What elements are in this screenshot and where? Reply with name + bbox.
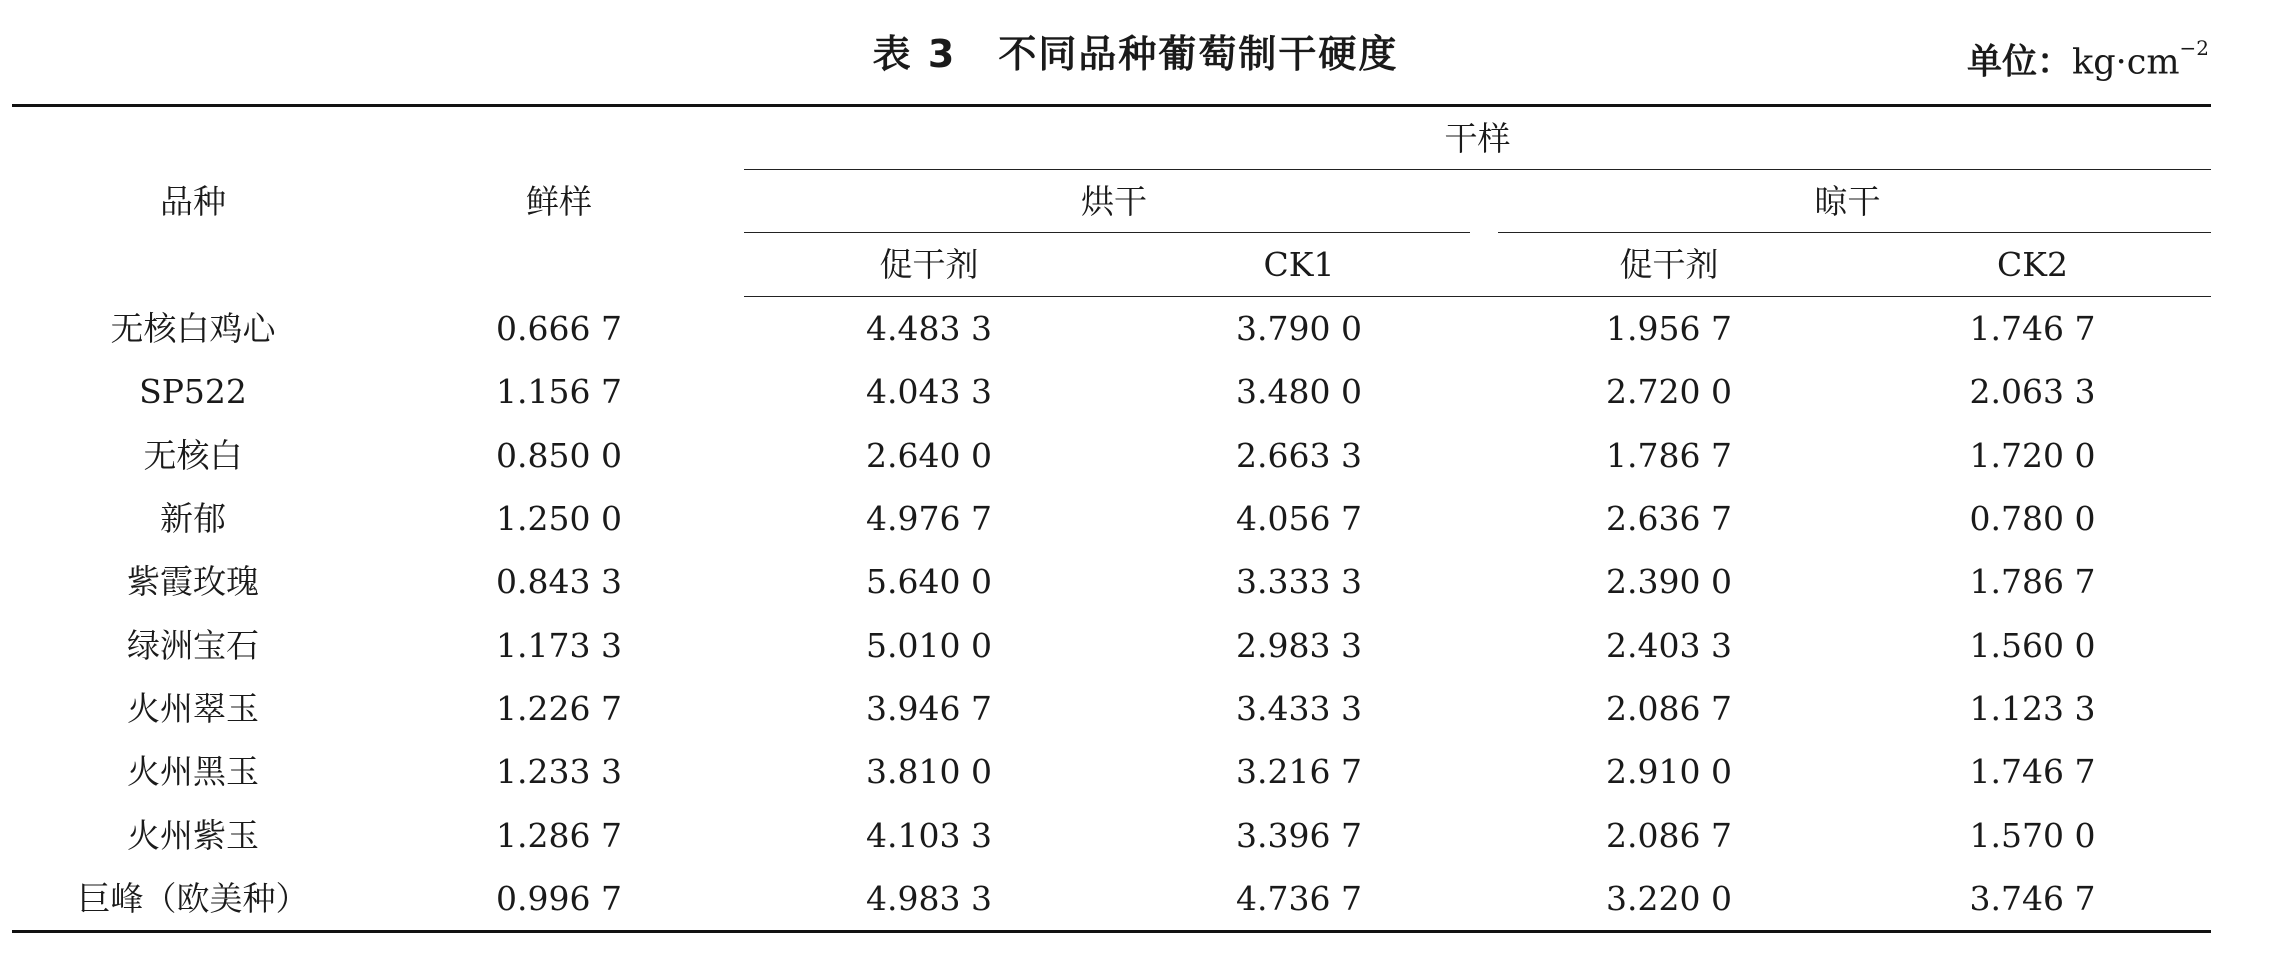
- oven-ck1-cell: 3.216 7: [1236, 752, 1362, 792]
- oven-promoter-cell: 3.946 7: [866, 688, 992, 728]
- air-ck2-cell: 1.746 7: [1969, 752, 2096, 792]
- air-promoter-cell: 2.086 7: [1606, 815, 1732, 855]
- table-row: [12, 360, 2211, 423]
- oven-ck1-cell: 3.790 0: [1236, 309, 1362, 349]
- oven-ck1-cell: 2.663 3: [1236, 435, 1362, 475]
- oven-promoter-cell: 3.810 0: [866, 752, 992, 792]
- air-ck2-cell: 1.720 0: [1969, 435, 2096, 475]
- fresh-cell: 1.156 7: [496, 372, 622, 412]
- variety-cell: 火州黑玉: [127, 752, 259, 792]
- header-air-promoter: 促干剂: [1484, 233, 1854, 297]
- header-oven-promoter: 促干剂: [744, 233, 1114, 297]
- table-body: [12, 297, 2211, 932]
- oven-promoter-cell: 4.103 3: [866, 815, 992, 855]
- air-promoter-cell: 2.086 7: [1606, 688, 1732, 728]
- oven-promoter-cell: 5.010 0: [866, 625, 992, 665]
- table-row: [12, 424, 2211, 487]
- air-ck2-cell: 3.746 7: [1854, 867, 2211, 932]
- air-ck2-cell: 1.560 0: [1969, 625, 2096, 665]
- table-caption: [0, 26, 2271, 82]
- air-promoter-cell: 2.390 0: [1606, 562, 1732, 602]
- variety-cell: 新郁: [160, 499, 226, 539]
- variety-cell: 火州翠玉: [127, 688, 259, 728]
- air-ck2-cell: 1.746 7: [1969, 309, 2096, 349]
- air-promoter-cell: 2.636 7: [1606, 499, 1732, 539]
- variety-cell: 巨峰（欧美种）: [12, 867, 374, 932]
- hardness-table: [12, 104, 2211, 933]
- table-row: [12, 867, 2211, 932]
- table-title: 不同品种葡萄制干硬度: [998, 32, 1399, 76]
- air-promoter-cell: 2.910 0: [1606, 752, 1732, 792]
- air-ck2-cell: 1.123 3: [1969, 688, 2096, 728]
- table-row: [12, 740, 2211, 803]
- fresh-cell: 0.850 0: [496, 435, 622, 475]
- variety-cell: 无核白鸡心: [110, 308, 276, 348]
- air-promoter-cell: 3.220 0: [1484, 867, 1854, 932]
- unit-note: [1967, 26, 2209, 82]
- oven-promoter-cell: 4.483 3: [866, 309, 992, 349]
- header-air-dried: 晾干: [1484, 170, 2211, 233]
- header-dry-sample: 干样: [744, 106, 2211, 171]
- air-promoter-cell: 2.720 0: [1606, 372, 1732, 412]
- table-row: [12, 297, 2211, 361]
- fresh-cell: 1.250 0: [496, 499, 622, 539]
- variety-cell: 紫霞玫瑰: [127, 562, 259, 602]
- fresh-cell: 0.843 3: [496, 562, 622, 602]
- header-oven-dried: 烘干: [744, 170, 1484, 233]
- oven-ck1-cell: 3.480 0: [1236, 372, 1362, 412]
- fresh-cell: 0.996 7: [374, 867, 744, 932]
- table-row: [12, 613, 2211, 676]
- variety-cell: SP522: [139, 372, 247, 412]
- air-ck2-cell: 1.786 7: [1969, 562, 2096, 602]
- oven-ck1-cell: 2.983 3: [1236, 625, 1362, 665]
- header-variety: 品种: [12, 106, 374, 297]
- table-row: [12, 803, 2211, 866]
- variety-cell: 绿洲宝石: [127, 625, 259, 665]
- fresh-cell: 0.666 7: [496, 308, 622, 348]
- air-ck2-cell: 0.780 0: [1969, 499, 2096, 539]
- fresh-cell: 1.233 3: [496, 752, 622, 792]
- oven-ck1-cell: 3.333 3: [1236, 562, 1362, 602]
- table-row: [12, 487, 2211, 550]
- table-number: 表 3: [872, 32, 957, 76]
- fresh-cell: 1.226 7: [496, 688, 622, 728]
- oven-ck1-cell: 4.056 7: [1236, 499, 1362, 539]
- unit-label: 单位：: [1966, 42, 2072, 83]
- variety-cell: 无核白: [143, 435, 243, 475]
- air-promoter-cell: 1.786 7: [1606, 435, 1732, 475]
- header-air-ck2: CK2: [1854, 233, 2211, 297]
- table-row: [12, 550, 2211, 613]
- unit-value: kg·cm: [2071, 42, 2180, 83]
- header-oven-ck1: CK1: [1114, 233, 1484, 297]
- air-ck2-cell: 2.063 3: [1969, 372, 2096, 412]
- oven-ck1-cell: 4.736 7: [1114, 867, 1484, 932]
- oven-promoter-cell: 5.640 0: [866, 562, 992, 602]
- oven-ck1-cell: 3.433 3: [1236, 688, 1362, 728]
- oven-promoter-cell: 4.976 7: [866, 499, 992, 539]
- variety-cell: 火州紫玉: [127, 815, 259, 855]
- table-header: [12, 106, 2211, 297]
- oven-promoter-cell: 4.043 3: [866, 372, 992, 412]
- oven-ck1-cell: 3.396 7: [1236, 815, 1362, 855]
- oven-promoter-cell: 2.640 0: [866, 435, 992, 475]
- fresh-cell: 1.173 3: [496, 625, 622, 665]
- table-row: [12, 677, 2211, 740]
- oven-promoter-cell: 4.983 3: [744, 867, 1114, 932]
- air-promoter-cell: 2.403 3: [1606, 625, 1732, 665]
- unit-exponent: −2: [2179, 36, 2209, 60]
- air-promoter-cell: 1.956 7: [1606, 309, 1732, 349]
- header-fresh-sample: 鲜样: [374, 106, 744, 297]
- air-ck2-cell: 1.570 0: [1969, 815, 2096, 855]
- fresh-cell: 1.286 7: [496, 815, 622, 855]
